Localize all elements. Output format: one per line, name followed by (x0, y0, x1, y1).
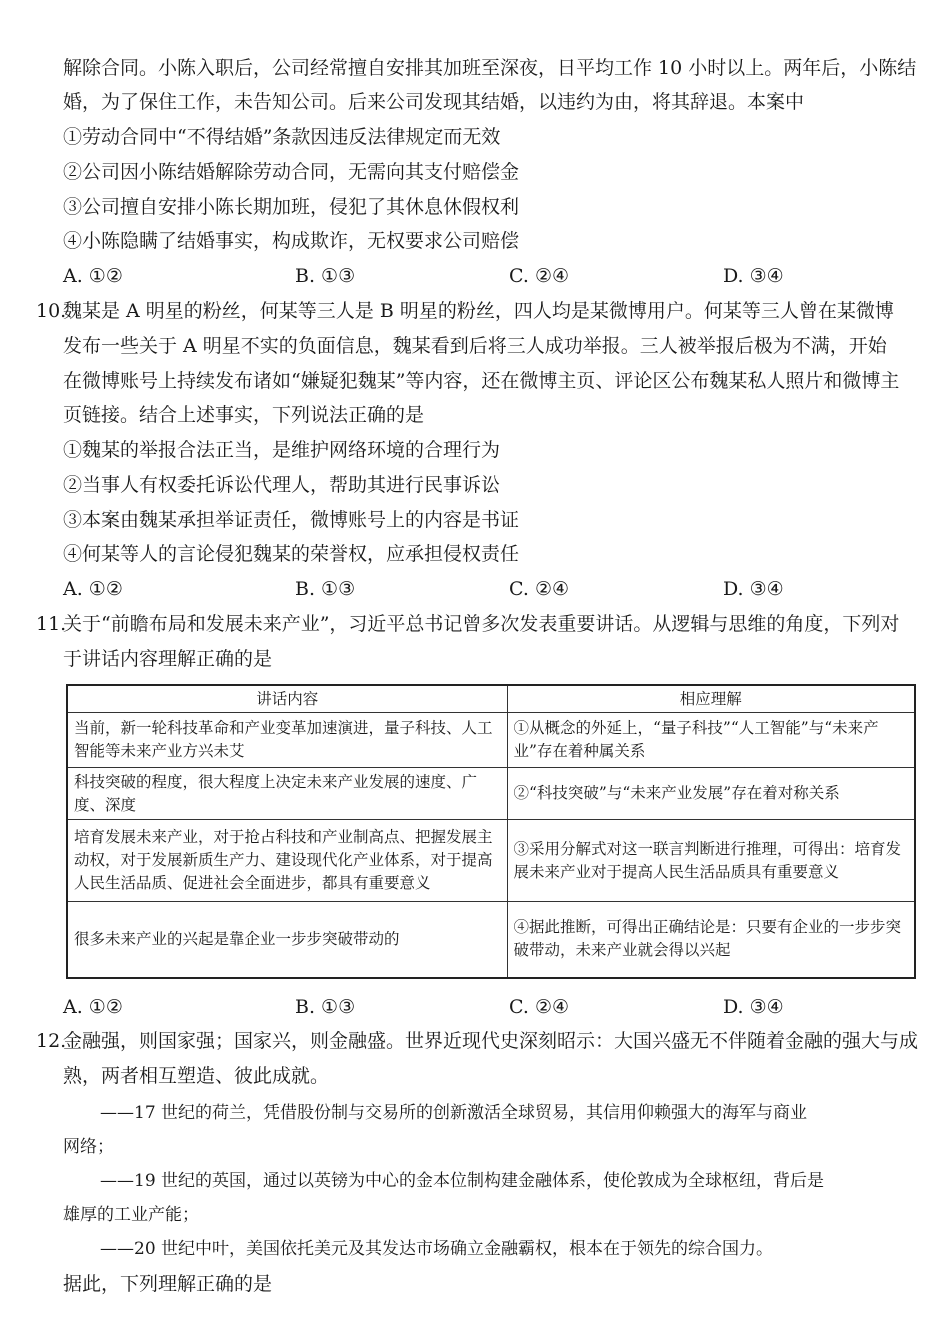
q9-statement-1: ①劳动合同中“不得结婚”条款因违反法律规定而无效 (63, 126, 501, 148)
q10-statement-4: ④何某等人的言论侵犯魏某的荣誉权，应承担侵权责任 (63, 543, 520, 565)
table-cell-speech: 培育发展未来产业，对于抢占科技和产业制高点、把握发展主动权，对于发展新质生产力、建设现代化产业体系，对于提高人民生活品质、促进社会全面进步，都具有重要意义 (67, 820, 507, 902)
table-row (67, 902, 915, 978)
table-header-speech: 讲话内容 (67, 685, 507, 713)
q9-options (63, 263, 913, 289)
q10-stem-line-4: 页链接。结合上述事实，下列说法正确的是 (63, 404, 425, 426)
q11-option-a[interactable]: A. ①② (63, 996, 123, 1018)
table-header-row (67, 685, 915, 713)
q9-continuation-line-2: 婚，为了保住工作，未告知公司。后来公司发现其结婚，以违约为由，将其辞退。本案中 (63, 91, 805, 113)
table-row (67, 713, 915, 768)
table-cell-understanding: ③采用分解式对这一联言判断进行推理，可得出：培育发展未来产业对于提高人民生活品质具有重要意义 (507, 820, 915, 902)
q9-option-b[interactable]: B. ①③ (295, 265, 356, 287)
table-cell-understanding: ②“科技突破”与“未来产业发展”存在着对称关系 (507, 768, 915, 820)
table-cell-understanding: ④据此推断，可得出正确结论是：只要有企业的一步步突破带动，未来产业就会得以兴起 (507, 902, 915, 978)
table-cell-speech: 科技突破的程度，很大程度上决定未来产业发展的速度、广度、深度 (67, 768, 507, 820)
q9-option-d[interactable]: D. ③④ (723, 265, 784, 287)
q11-option-d[interactable]: D. ③④ (723, 996, 784, 1018)
q9-option-c[interactable]: C. ②④ (509, 265, 570, 287)
q10-options (63, 576, 913, 602)
q9-continuation-line-1: 解除合同。小陈入职后，公司经常擅自安排其加班至深夜，日平均工作 10 小时以上。两年后，小陈结 (63, 57, 917, 79)
q10-stem-line-3: 在微博账号上持续发布诸如“嫌疑犯魏某”等内容，还在微博主页、评论区公布魏某私人照片和微博主 (63, 370, 900, 392)
q10-option-d[interactable]: D. ③④ (723, 578, 784, 600)
q9-statement-2: ②公司因小陈结婚解除劳动合同，无需向其支付赔偿金 (63, 161, 520, 183)
q11-stem-line-2: 于讲话内容理解正确的是 (63, 648, 273, 670)
q10-option-a[interactable]: A. ①② (63, 578, 123, 600)
q12-number: 12. (36, 1030, 67, 1052)
q10-statement-2: ②当事人有权委托诉讼代理人，帮助其进行民事诉讼 (63, 474, 501, 496)
q12-quote-2-cont: 雄厚的工业产能； (63, 1205, 199, 1225)
q9-option-a[interactable]: A. ①② (63, 265, 123, 287)
q11-options (63, 994, 913, 1020)
q12-quote-1: ——17 世纪的荷兰，凭借股份制与交易所的创新激活全球贸易，其信用仰赖强大的海军与商业 (100, 1103, 808, 1123)
q11-option-b[interactable]: B. ①③ (295, 996, 356, 1018)
q12-quote-2: ——19 世纪的英国，通过以英镑为中心的金本位制构建金融体系，使伦敦成为全球枢纽，背后是 (100, 1171, 825, 1191)
q11-option-c[interactable]: C. ②④ (509, 996, 570, 1018)
q12-stem-line-1: 金融强，则国家强；国家兴，则金融盛。世界近现代史深刻昭示：大国兴盛无不伴随着金融的强大与成 (63, 1030, 919, 1052)
q10-statement-1: ①魏某的举报合法正当，是维护网络环境的合理行为 (63, 439, 501, 461)
q11-number: 11. (36, 613, 67, 635)
table-row (67, 820, 915, 902)
q10-stem-line-2: 发布一些关于 A 明星不实的负面信息，魏某看到后将三人成功举报。三人被举报后极为不满，开始 (63, 335, 887, 357)
q11-speech-table (66, 684, 916, 979)
table-header-understanding: 相应理解 (507, 685, 915, 713)
q10-number: 10. (36, 300, 67, 322)
q9-statement-4: ④小陈隐瞒了结婚事实，构成欺诈，无权要求公司赔偿 (63, 230, 520, 252)
table-cell-speech: 很多未来产业的兴起是靠企业一步步突破带动的 (67, 902, 507, 978)
q12-quote-3: ——20 世纪中叶，美国依托美元及其发达市场确立金融霸权，根本在于领先的综合国力。 (100, 1239, 774, 1259)
q12-quote-1-cont: 网络； (63, 1137, 114, 1157)
q10-statement-3: ③本案由魏某承担举证责任，微博账号上的内容是书证 (63, 509, 520, 531)
q10-stem-line-1: 魏某是 A 明星的粉丝，何某等三人是 B 明星的粉丝，四人均是某微博用户。何某等三人曾在某微博 (63, 300, 894, 322)
q9-statement-3: ③公司擅自安排小陈长期加班，侵犯了其休息休假权利 (63, 196, 520, 218)
table-row (67, 768, 915, 820)
q11-stem-line-1: 关于“前瞻布局和发展未来产业”，习近平总书记曾多次发表重要讲话。从逻辑与思维的角度，下列对 (63, 613, 900, 635)
q10-option-c[interactable]: C. ②④ (509, 578, 570, 600)
table-cell-speech: 当前，新一轮科技革命和产业变革加速演进，量子科技、人工智能等未来产业方兴未艾 (67, 713, 507, 768)
q12-stem-line-2: 熟，两者相互塑造、彼此成就。 (63, 1065, 330, 1087)
q10-option-b[interactable]: B. ①③ (295, 578, 356, 600)
table-cell-understanding: ①从概念的外延上，“量子科技”“人工智能”与“未来产业”存在着种属关系 (507, 713, 915, 768)
q12-ask: 据此，下列理解正确的是 (63, 1273, 273, 1295)
